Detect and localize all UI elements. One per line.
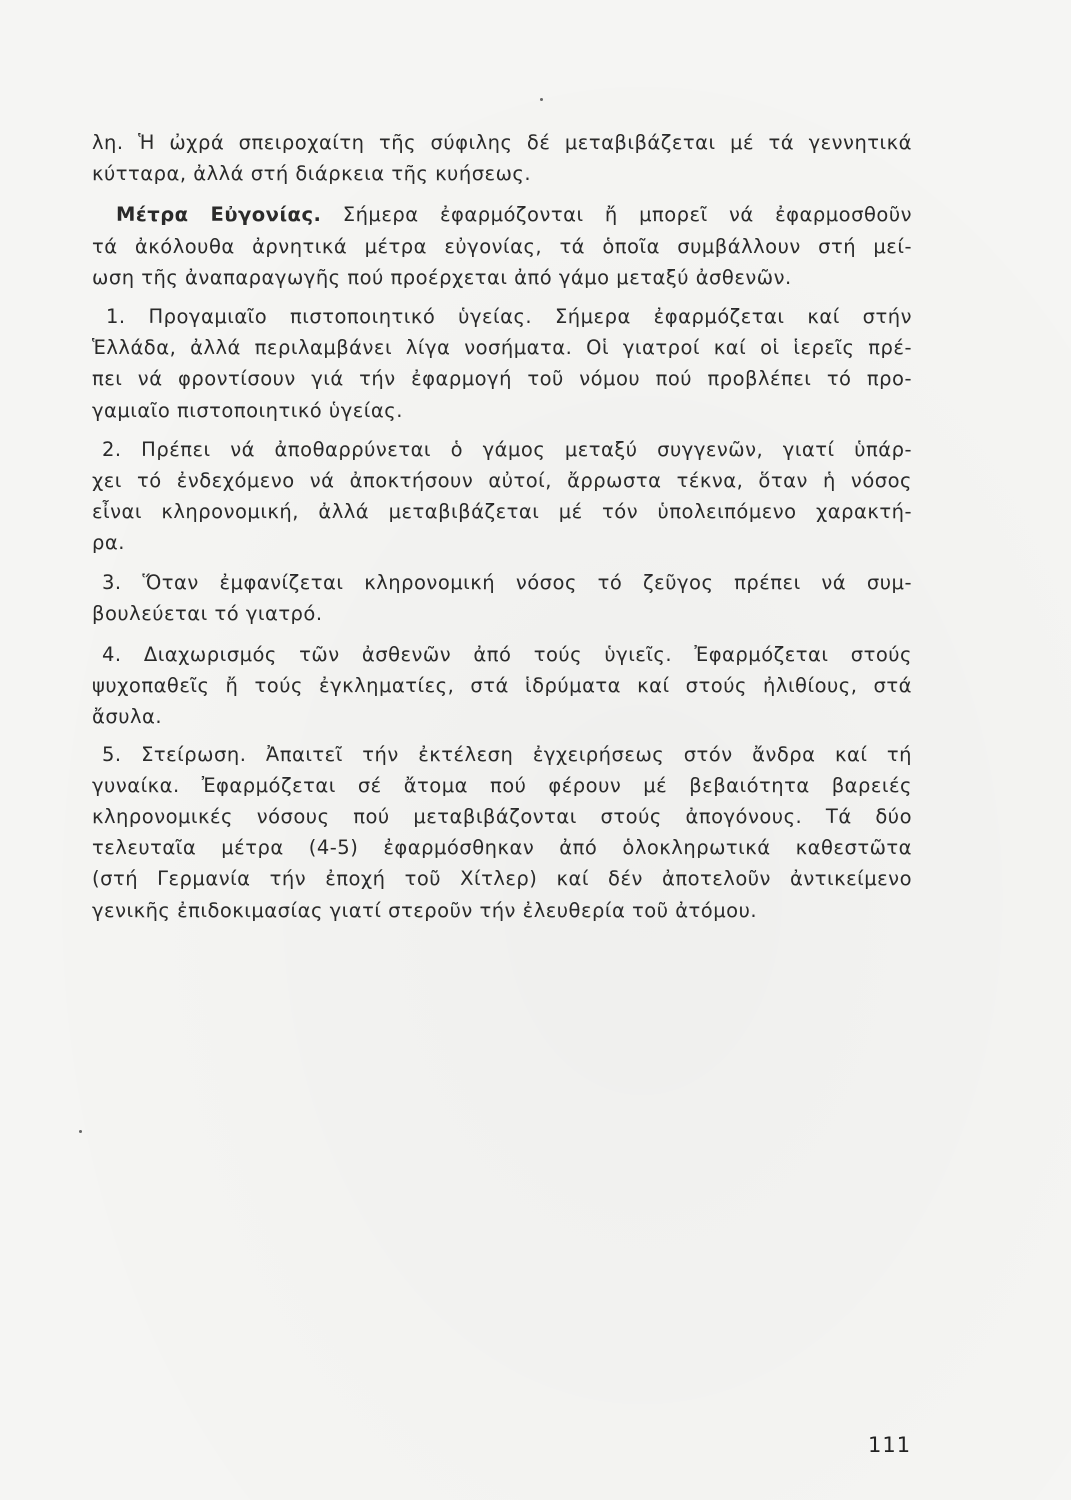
page-number: 111 bbox=[868, 1433, 912, 1457]
text-line: γυναίκα. Ἐφαρμόζεται σέ ἄτομα πού φέρουν μέ βεβαιότητα βαρειές bbox=[92, 773, 912, 797]
text-line: γενικῆς ἐπιδοκιμασίας γιατί στεροῦν τήν ἐλευθερία τοῦ ἀτόμου. bbox=[92, 898, 758, 922]
scan-speck bbox=[79, 1130, 82, 1133]
text-line: εἶναι κληρονομική, ἀλλά μεταβιβάζεται μέ τόν ὑπολειπόμενο χαρακτή- bbox=[92, 500, 912, 524]
text-line: Ἑλλάδα, ἀλλά περιλαμβάνει λίγα νοσήματα. Οἱ γιατροί καί οἱ ἱερεῖς πρέ- bbox=[92, 336, 912, 360]
text-line: ρα. bbox=[92, 531, 125, 555]
text-line: τελευταῖα μέτρα (4-5) ἐφαρμόσθηκαν ἀπό ὁλοκληρωτικά καθεστῶτα bbox=[92, 836, 912, 860]
text-line: κύτταρα, ἀλλά στή διάρκεια τῆς κυήσεως. bbox=[92, 162, 532, 186]
text-line: κληρονομικές νόσους πού μεταβιβάζονται στούς ἀπογόνους. Τά δύο bbox=[92, 805, 912, 829]
section-heading: Μέτρα Εὐγονίας. bbox=[116, 203, 322, 227]
text-line: 3. Ὅταν ἐμφανίζεται κληρονομική νόσος τό ζεῦγος πρέπει νά συμ- bbox=[102, 570, 912, 594]
text-line: ἄσυλα. bbox=[92, 705, 163, 729]
text-line: 1. Προγαμιαῖο πιστοποιητικό ὑγείας. Σήμερα ἐφαρμόζεται καί στήν bbox=[106, 305, 912, 329]
text-line: 4. Διαχωρισμός τῶν ἀσθενῶν ἀπό τούς ὑγιεῖς. Ἐφαρμόζεται στούς bbox=[102, 643, 912, 667]
text-line: ψυχοπαθεῖς ἤ τούς ἐγκληματίες, στά ἱδρύματα καί στούς ἠλιθίους, στά bbox=[92, 674, 912, 698]
text-line: γαμιαῖο πιστοποιητικό ὑγείας. bbox=[92, 398, 403, 422]
text-line: λη. Ἡ ὠχρά σπειροχαίτη τῆς σύφιλης δέ μεταβιβάζεται μέ τά γεννητικά bbox=[92, 131, 912, 154]
text-line: 2. Πρέπει νά ἀποθαρρύνεται ὁ γάμος μεταξύ συγγενῶν, γιατί ὑπάρ- bbox=[102, 437, 912, 461]
text-line: ωση τῆς ἀναπαραγωγῆς πού προέρχεται ἀπό γάμο μεταξύ ἀσθενῶν. bbox=[92, 265, 792, 289]
text-fragment: Σήμερα ἐφαρμόζονται ἤ μπορεῖ νά ἐφαρμοσθοῦν bbox=[342, 203, 912, 227]
text-line: τά ἀκόλουθα ἀρνητικά μέτρα εὐγονίας, τά ὁποῖα συμβάλλουν στή μεί- bbox=[92, 234, 912, 258]
scan-speck bbox=[540, 98, 543, 101]
body-text bbox=[92, 127, 912, 926]
text-line bbox=[92, 199, 912, 230]
text-line: (στή Γερμανία τήν ἐποχή τοῦ Χίτλερ) καί δέν ἀποτελοῦν ἀντικείμενο bbox=[92, 867, 912, 891]
text-line: 5. Στείρωση. Ἀπαιτεῖ τήν ἐκτέλεση ἐγχειρήσεως στόν ἄνδρα καί τή bbox=[102, 742, 912, 766]
text-line: χει τό ἐνδεχόμενο νά ἀποκτήσουν αὐτοί, ἄρρωστα τέκνα, ὅταν ἡ νόσος bbox=[92, 469, 912, 493]
text-line: βουλεύεται τό γιατρό. bbox=[92, 601, 323, 625]
text-line: πει νά φροντίσουν γιά τήν ἐφαρμογή τοῦ νόμου πού προβλέπει τό προ- bbox=[92, 367, 912, 391]
